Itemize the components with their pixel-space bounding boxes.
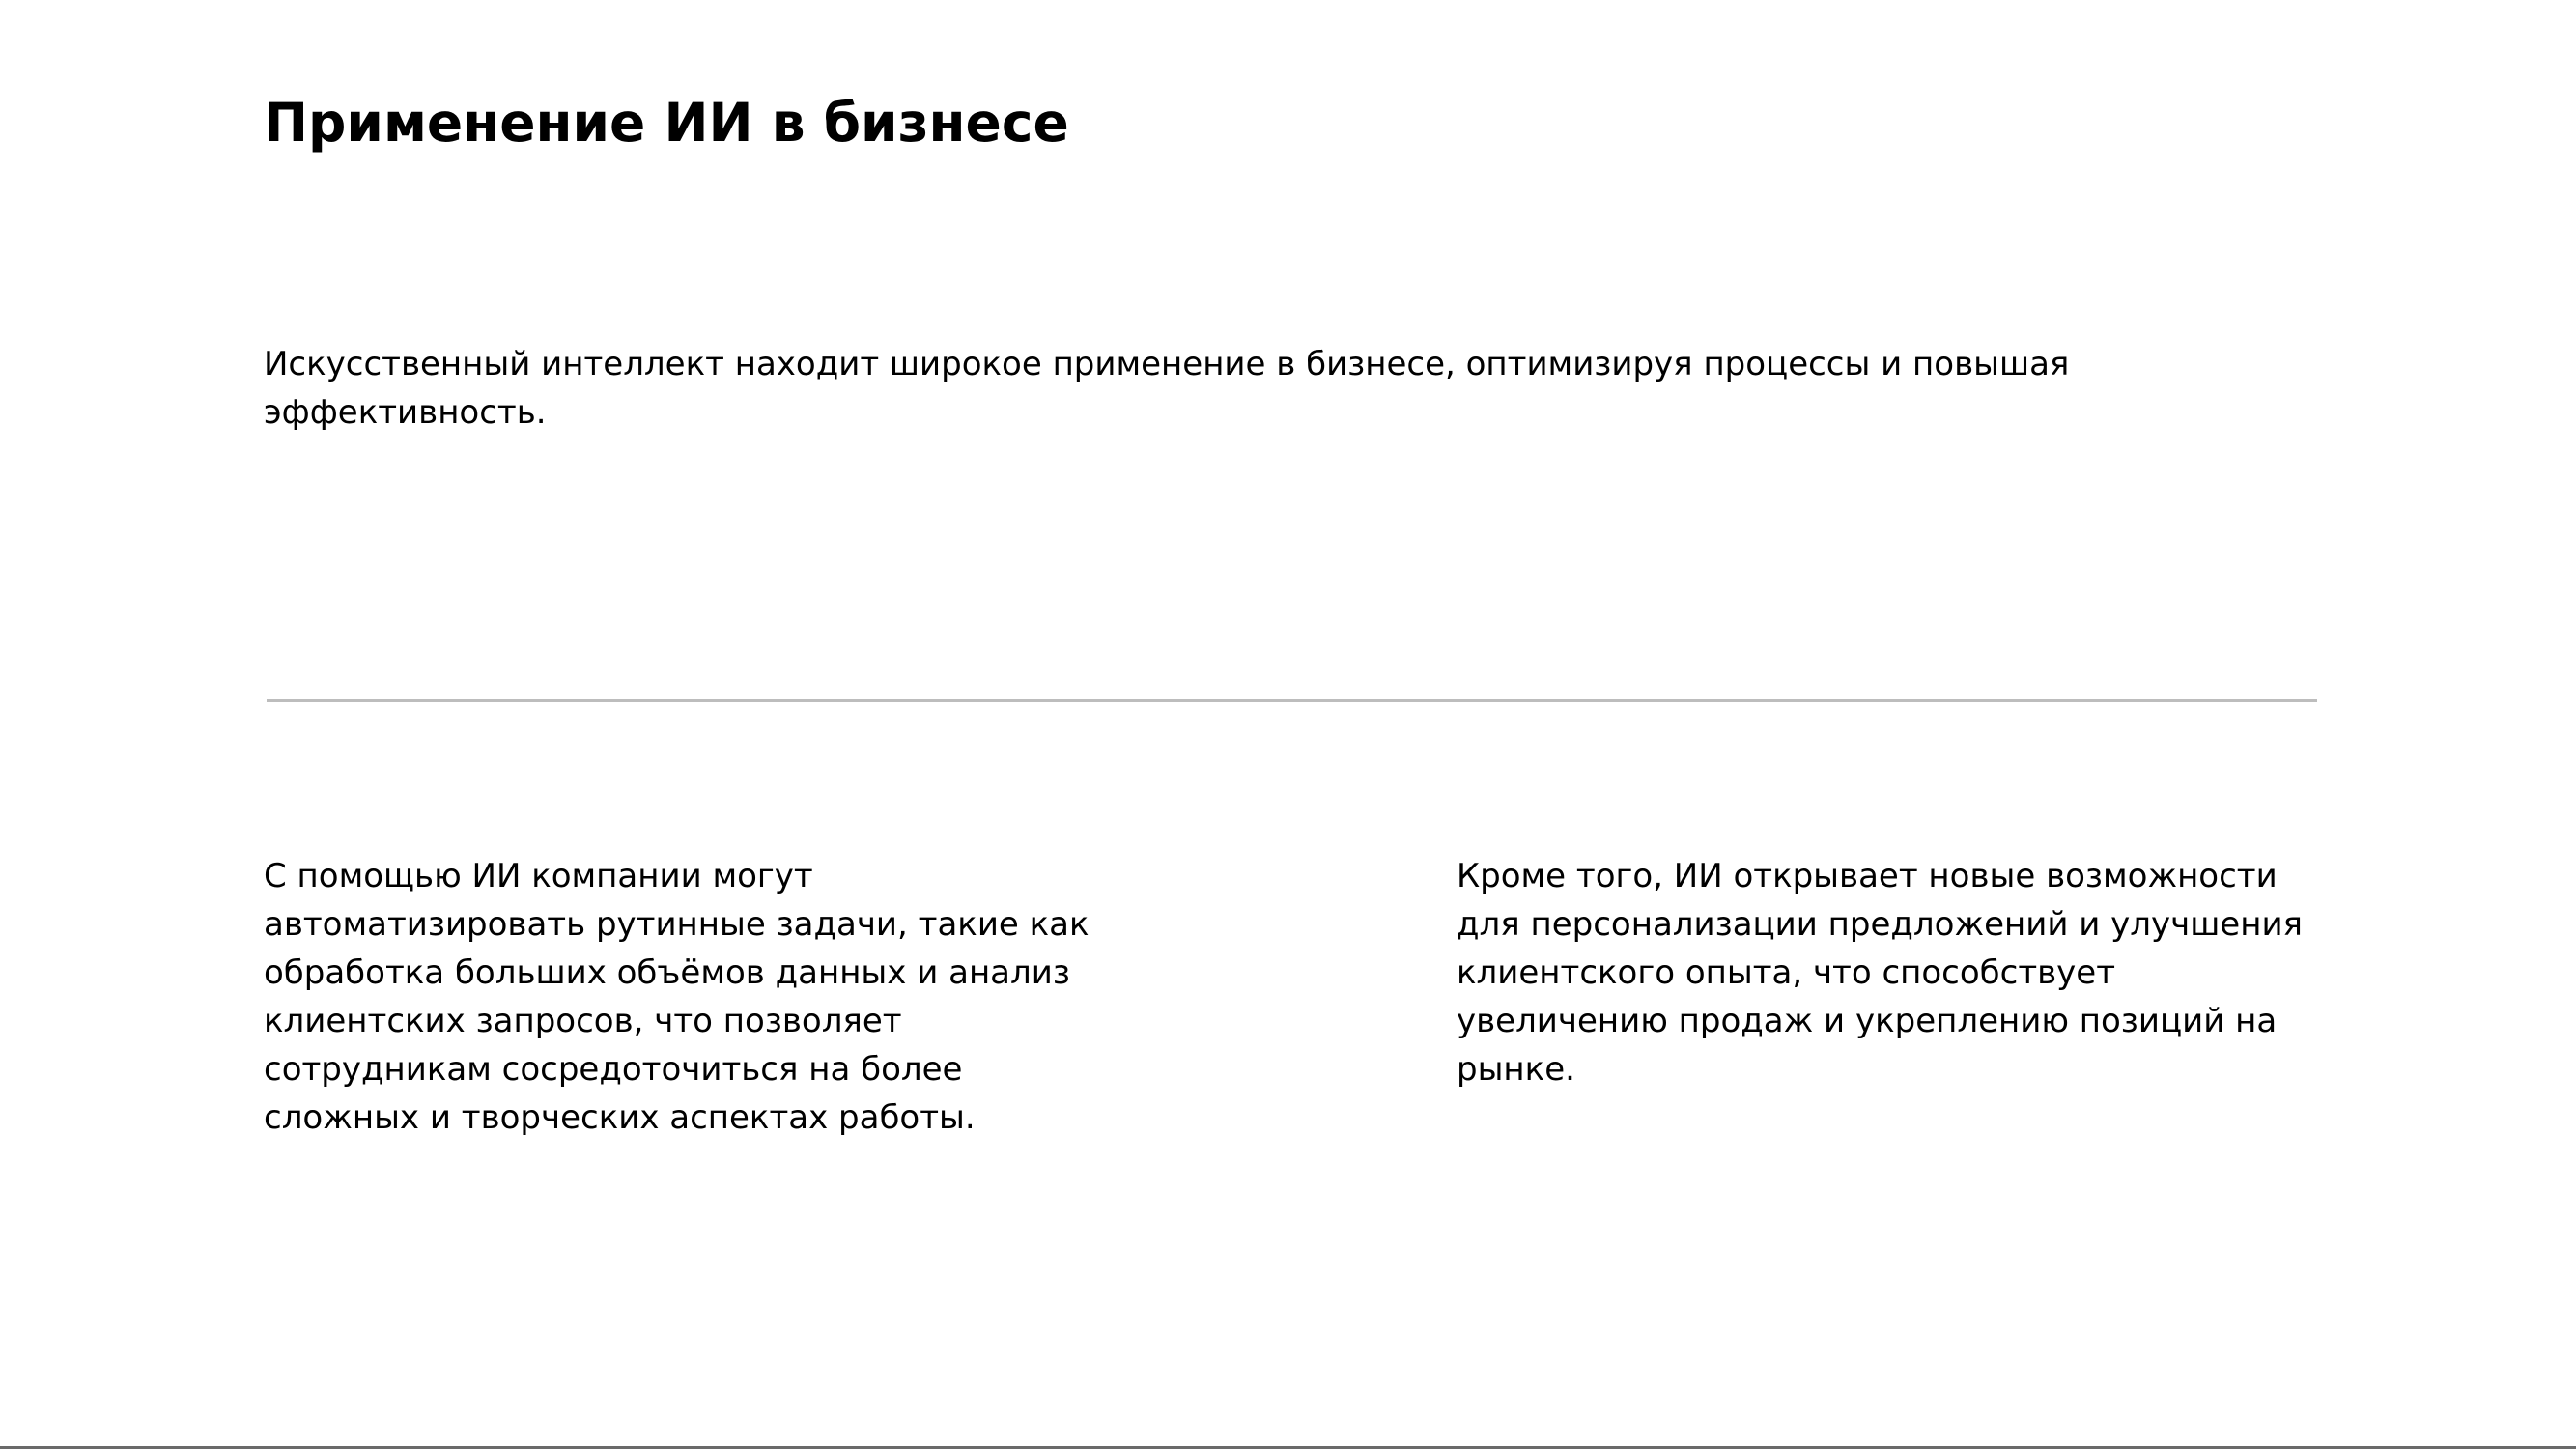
right-column-text: Кроме того, ИИ открывает новые возможности для персонализации предложений и улучшения клиентского опыта, что способствует увеличению продаж и укреплению позиций на рынке. xyxy=(1457,857,2303,1089)
section-divider xyxy=(267,699,2317,702)
slide-title: Применение ИИ в бизнесе xyxy=(264,92,1069,154)
intro-paragraph: Искусственный интеллект находит широкое применение в бизнесе, оптимизируя процессы и повышая эффективность. xyxy=(264,345,2070,432)
left-column-text: С помощью ИИ компании могут автоматизировать рутинные задачи, такие как обработка больших объёмов данных и анализ клиентских запросов, что позволяет сотрудникам сосредоточиться на более сложных и творческих аспектах работы. xyxy=(264,857,1090,1137)
